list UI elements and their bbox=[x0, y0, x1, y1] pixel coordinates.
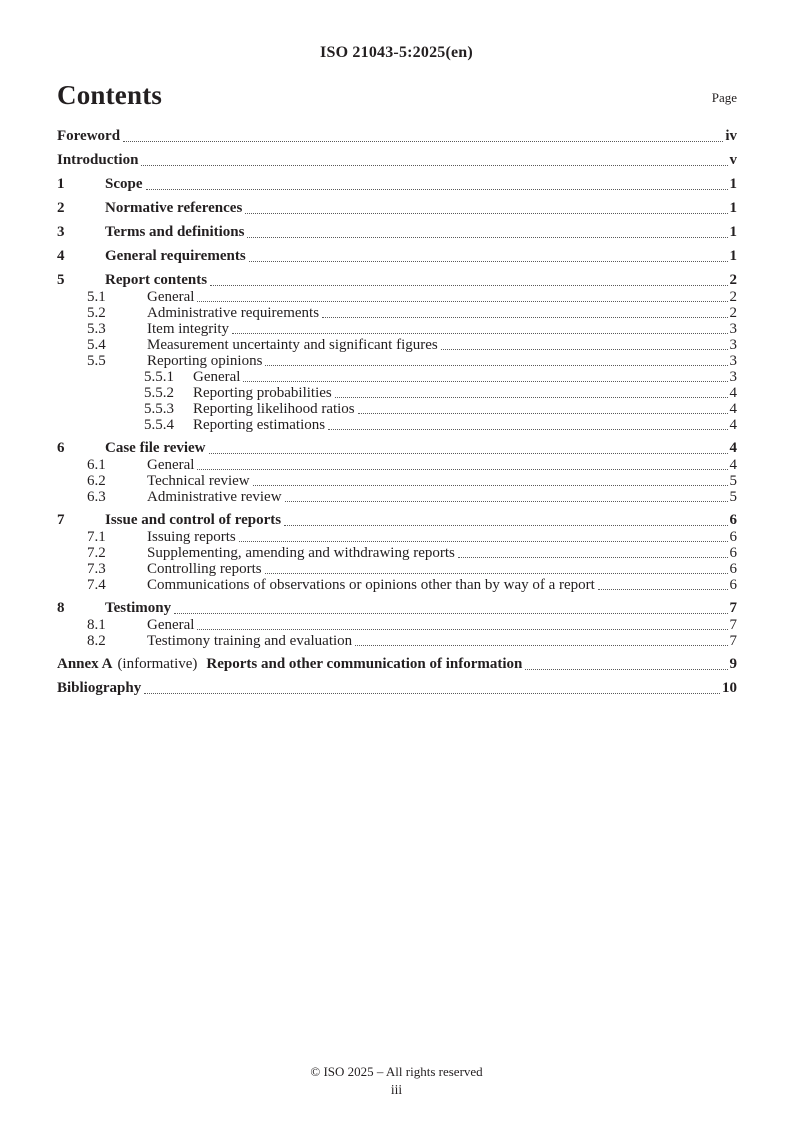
toc-entry-number: 7.3 bbox=[87, 561, 106, 577]
toc-entry-page: 3 bbox=[729, 353, 737, 369]
toc-entry-title: Item integrity bbox=[147, 321, 230, 337]
toc-entry-number: 8.2 bbox=[87, 633, 106, 649]
toc-entry-title: Administrative review bbox=[147, 489, 282, 505]
toc-entry bbox=[57, 457, 737, 473]
dot-leader bbox=[253, 485, 728, 486]
page-column-label: Page bbox=[711, 90, 737, 105]
toc-entry-number: 4 bbox=[57, 248, 65, 264]
dot-leader bbox=[249, 261, 728, 262]
dot-leader bbox=[285, 501, 728, 502]
toc-entry bbox=[57, 440, 737, 457]
toc-entry bbox=[57, 369, 737, 385]
dot-leader bbox=[209, 453, 728, 454]
toc-entry bbox=[57, 176, 737, 193]
toc-entry-page: 4 bbox=[729, 401, 737, 417]
toc-entry-title: General bbox=[147, 457, 195, 473]
toc-entry-number: 6 bbox=[57, 440, 65, 456]
toc-entry-page: 5 bbox=[729, 489, 737, 505]
dot-leader bbox=[141, 165, 727, 166]
toc-entry-number: 6.1 bbox=[87, 457, 106, 473]
toc-entry-number: 5.1 bbox=[87, 289, 106, 305]
toc-entry bbox=[57, 152, 737, 169]
toc-entry-title: Communications of observations or opinions other than by way of a report bbox=[147, 577, 595, 593]
toc-entry-number: 5.5.2 bbox=[144, 385, 174, 401]
toc-entry-page: 3 bbox=[729, 369, 737, 385]
toc-entry bbox=[57, 248, 737, 265]
toc-entry-title: Supplementing, amending and withdrawing reports bbox=[147, 545, 455, 561]
dot-leader bbox=[328, 429, 727, 430]
toc-entry-number: 7.2 bbox=[87, 545, 106, 561]
toc-entry-number: 5 bbox=[57, 272, 65, 288]
dot-leader bbox=[265, 573, 728, 574]
toc-entry-number: 6.3 bbox=[87, 489, 106, 505]
toc-entry bbox=[57, 128, 737, 145]
toc-entry-number: 1 bbox=[57, 176, 65, 192]
toc-entry bbox=[57, 561, 737, 577]
toc-entry-page: 1 bbox=[729, 224, 737, 240]
dot-leader bbox=[146, 189, 728, 190]
toc-entry-number: 5.5.3 bbox=[144, 401, 174, 417]
toc-entry-page: 4 bbox=[729, 417, 737, 433]
toc-entry-number: 7.4 bbox=[87, 577, 106, 593]
toc-entry-number: 7 bbox=[57, 512, 65, 528]
annex-qualifier: (informative) bbox=[117, 656, 198, 672]
toc-entry bbox=[57, 417, 737, 433]
dot-leader bbox=[322, 317, 727, 318]
toc-entry-title: Report contents bbox=[105, 272, 208, 288]
toc-entry-page: 6 bbox=[729, 577, 737, 593]
dot-leader bbox=[284, 525, 727, 526]
toc-entry-page: 7 bbox=[729, 600, 737, 616]
dot-leader bbox=[247, 237, 727, 238]
toc-entry-number: 8.1 bbox=[87, 617, 106, 633]
toc-entry-title: Issuing reports bbox=[147, 529, 236, 545]
toc-entry-title: Reporting likelihood ratios bbox=[193, 401, 355, 417]
toc-entry bbox=[57, 529, 737, 545]
toc-entry-page: 4 bbox=[729, 440, 737, 456]
toc-entry-page: 1 bbox=[729, 248, 737, 264]
toc-entry-title: Case file review bbox=[105, 440, 206, 456]
page-footer bbox=[0, 1064, 793, 1098]
annex-label: Annex A bbox=[57, 656, 113, 672]
toc-entry-page: 1 bbox=[729, 200, 737, 216]
toc-entry-number: 8 bbox=[57, 600, 65, 616]
toc-entry bbox=[57, 289, 737, 305]
dot-leader bbox=[144, 693, 720, 694]
toc-entry bbox=[57, 200, 737, 217]
toc-entry-page: 6 bbox=[729, 512, 737, 528]
table-of-contents bbox=[57, 128, 737, 697]
dot-leader bbox=[358, 413, 728, 414]
toc-entry-title: Reporting estimations bbox=[193, 417, 326, 433]
toc-entry-title: Testimony training and evaluation bbox=[147, 633, 353, 649]
toc-entry-title: Technical review bbox=[147, 473, 250, 489]
toc-entry bbox=[57, 272, 737, 289]
page-number: iii bbox=[390, 1082, 403, 1097]
toc-entry-title: Foreword bbox=[57, 128, 121, 144]
toc-entry-title: General requirements bbox=[105, 248, 246, 264]
dot-leader bbox=[525, 669, 727, 670]
dot-leader bbox=[197, 301, 727, 302]
toc-entry-number: 6.2 bbox=[87, 473, 106, 489]
toc-entry-title: General bbox=[193, 369, 241, 385]
dot-leader bbox=[598, 589, 728, 590]
toc-entry bbox=[57, 353, 737, 369]
contents-header bbox=[57, 80, 737, 111]
toc-entry-number: 3 bbox=[57, 224, 65, 240]
toc-entry-page: 2 bbox=[729, 305, 737, 321]
toc-entry-number: 5.5.1 bbox=[144, 369, 174, 385]
toc-entry-title: Reports and other communication of information bbox=[206, 656, 523, 672]
dot-leader bbox=[210, 285, 727, 286]
toc-entry-title: Controlling reports bbox=[147, 561, 262, 577]
copyright-notice: © ISO 2025 – All rights reserved bbox=[310, 1064, 483, 1079]
toc-entry-number: 5.5 bbox=[87, 353, 106, 369]
toc-entry bbox=[57, 401, 737, 417]
dot-leader bbox=[458, 557, 728, 558]
toc-entry-title: Terms and definitions bbox=[105, 224, 245, 240]
contents-title: Contents bbox=[57, 80, 163, 110]
toc-entry-page: v bbox=[729, 152, 737, 168]
dot-leader bbox=[123, 141, 723, 142]
toc-entry-title: Testimony bbox=[105, 600, 172, 616]
toc-entry-page: 9 bbox=[729, 656, 737, 672]
dot-leader bbox=[197, 629, 727, 630]
toc-entry bbox=[57, 473, 737, 489]
toc-entry-page: 6 bbox=[729, 561, 737, 577]
toc-entry-title: General bbox=[147, 289, 195, 305]
toc-entry-page: 7 bbox=[729, 617, 737, 633]
toc-entry-title: Reporting opinions bbox=[147, 353, 263, 369]
toc-entry bbox=[57, 385, 737, 401]
toc-entry-annex bbox=[57, 656, 737, 673]
dot-leader bbox=[232, 333, 727, 334]
dot-leader bbox=[243, 381, 727, 382]
toc-entry bbox=[57, 545, 737, 561]
toc-entry bbox=[57, 633, 737, 649]
dot-leader bbox=[245, 213, 727, 214]
toc-entry-page: 6 bbox=[729, 545, 737, 561]
toc-entry bbox=[57, 617, 737, 633]
toc-entry-title: Administrative requirements bbox=[147, 305, 320, 321]
toc-entry-page: 1 bbox=[729, 176, 737, 192]
toc-entry-page: 6 bbox=[729, 529, 737, 545]
toc-entry bbox=[57, 680, 737, 697]
toc-entry-title: Scope bbox=[105, 176, 143, 192]
toc-entry-page: 7 bbox=[729, 633, 737, 649]
toc-entry-title: Measurement uncertainty and significant figures bbox=[147, 337, 438, 353]
toc-entry-number: 5.4 bbox=[87, 337, 106, 353]
toc-entry-page: 3 bbox=[729, 337, 737, 353]
toc-entry bbox=[57, 577, 737, 593]
dot-leader bbox=[174, 613, 727, 614]
toc-entry bbox=[57, 512, 737, 529]
toc-entry-page: 5 bbox=[729, 473, 737, 489]
toc-entry-page: 4 bbox=[729, 385, 737, 401]
toc-entry-page: 4 bbox=[729, 457, 737, 473]
toc-entry bbox=[57, 321, 737, 337]
toc-entry-number: 5.3 bbox=[87, 321, 106, 337]
toc-entry bbox=[57, 305, 737, 321]
toc-entry bbox=[57, 337, 737, 353]
toc-entry-number: 7.1 bbox=[87, 529, 106, 545]
toc-entry-title: General bbox=[147, 617, 195, 633]
toc-entry bbox=[57, 600, 737, 617]
dot-leader bbox=[239, 541, 728, 542]
toc-entry-title: Bibliography bbox=[57, 680, 142, 696]
toc-entry-title: Introduction bbox=[57, 152, 139, 168]
toc-entry-number: 5.2 bbox=[87, 305, 106, 321]
toc-entry-title: Reporting probabilities bbox=[193, 385, 332, 401]
toc-entry-page: 3 bbox=[729, 321, 737, 337]
toc-entry-title: Normative references bbox=[105, 200, 243, 216]
document-reference: ISO 21043-5:2025(en) bbox=[320, 44, 473, 61]
dot-leader bbox=[441, 349, 728, 350]
toc-entry-page: 2 bbox=[729, 289, 737, 305]
toc-entry-title: Issue and control of reports bbox=[105, 512, 282, 528]
toc-entry-number: 2 bbox=[57, 200, 65, 216]
dot-leader bbox=[355, 645, 727, 646]
toc-entry-page: iv bbox=[725, 128, 737, 144]
toc-entry bbox=[57, 489, 737, 505]
toc-entry-number: 5.5.4 bbox=[144, 417, 174, 433]
toc-entry bbox=[57, 224, 737, 241]
dot-leader bbox=[335, 397, 728, 398]
dot-leader bbox=[265, 365, 727, 366]
toc-entry-page: 2 bbox=[729, 272, 737, 288]
toc-entry-page: 10 bbox=[722, 680, 737, 696]
dot-leader bbox=[197, 469, 727, 470]
